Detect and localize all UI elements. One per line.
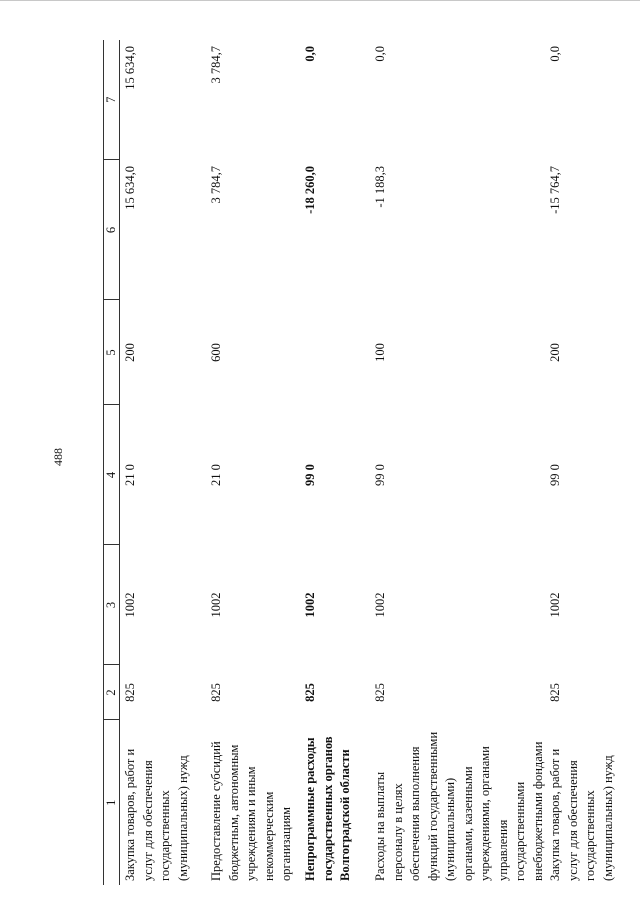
table-header-row <box>104 40 120 885</box>
ministry-code: 825 <box>123 683 137 702</box>
expense-type <box>302 300 372 405</box>
column-header: 4 <box>104 405 120 545</box>
column-header: 2 <box>104 665 120 720</box>
amount-change: -18 260,0 <box>303 166 317 214</box>
amount-total: 0,0 <box>373 46 387 62</box>
target-article: 99 0 <box>548 464 562 486</box>
section-code: 1002 <box>123 592 137 618</box>
ministry-code: 825 <box>209 683 223 702</box>
target-article: 99 0 <box>373 464 387 486</box>
target-article: 21 0 <box>123 464 137 486</box>
expense-type: 200 <box>123 343 137 362</box>
row-name: Закупка товаров, работ и услуг для обеспечения государственных (муниципальных) нужд <box>123 748 190 881</box>
column-header: 5 <box>104 300 120 405</box>
table-row <box>208 40 302 885</box>
page-top-rule <box>0 0 640 1</box>
section-code: 1002 <box>548 592 562 618</box>
table-row <box>302 40 372 885</box>
ministry-code: 825 <box>303 683 317 702</box>
column-header: 7 <box>104 40 120 160</box>
budget-table <box>103 40 619 885</box>
table-row <box>372 40 547 885</box>
page-number: 488 <box>51 448 65 466</box>
expense-type: 200 <box>548 343 562 362</box>
ministry-code: 825 <box>548 683 562 702</box>
row-name: Закупка товаров, работ и услуг для обеспечения государственных (муниципальных) нужд <box>548 748 615 881</box>
amount-change: 15 634,0 <box>123 166 137 210</box>
expense-type: 600 <box>209 343 223 362</box>
table-row <box>120 40 209 885</box>
column-header: 6 <box>104 160 120 300</box>
section-code: 1002 <box>303 592 317 618</box>
ministry-code: 825 <box>373 683 387 702</box>
amount-total: 0,0 <box>548 46 562 62</box>
column-header: 1 <box>104 720 120 885</box>
amount-total: 0,0 <box>303 46 317 62</box>
amount-change: 3 784,7 <box>209 166 223 204</box>
rotated-table-frame <box>103 40 615 885</box>
amount-total: 3 784,7 <box>209 46 223 84</box>
row-name: Расходы на выплаты персоналу в целях обеспечения выполнения функций государственными (муниципальными) органами, казенными учреждениями, органами управления государственными внебюджетными фондами <box>373 731 545 881</box>
section-code: 1002 <box>209 592 223 618</box>
target-article: 21 0 <box>209 464 223 486</box>
target-article: 99 0 <box>303 464 317 486</box>
table-row <box>547 40 619 885</box>
column-header: 3 <box>104 545 120 665</box>
rotated-table-container <box>103 40 615 885</box>
amount-change: -15 764,7 <box>548 166 562 214</box>
row-name: Предоставление субсидий бюджетным, автономным учреждениям и иным некоммерческим организациям <box>209 741 293 881</box>
expense-type: 100 <box>373 343 387 362</box>
amount-change: -1 188,3 <box>373 166 387 208</box>
amount-total: 15 634,0 <box>123 46 137 90</box>
section-code: 1002 <box>373 592 387 618</box>
row-name: Непрограммные расходы государственных органов Волгоградской области <box>303 736 352 881</box>
